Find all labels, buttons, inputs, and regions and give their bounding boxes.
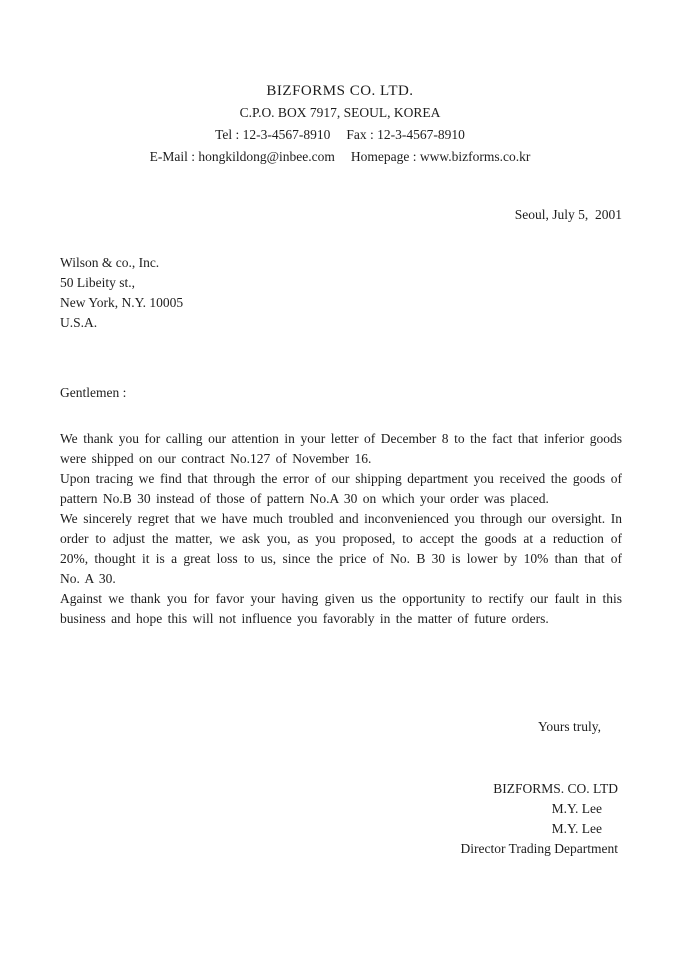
tel-fax-line [0, 124, 680, 146]
tel-number: Tel : 12-3-4567-8910 [215, 127, 331, 142]
recipient-line: 50 Libeity st., [60, 275, 135, 290]
signature-title: Director Trading Department [460, 841, 618, 856]
email-address: E-Mail : hongkildong@inbee.com [149, 149, 335, 164]
signature-block [0, 779, 680, 859]
company-name: BIZFORMS CO. LTD. [266, 83, 414, 99]
signature-company: BIZFORMS. CO. LTD [493, 781, 618, 796]
recipient-line: New York, N.Y. 10005 [60, 295, 184, 310]
homepage-url: Homepage : www.bizforms.co.kr [350, 149, 531, 164]
date-line: Seoul, July 5, 2001 [514, 207, 622, 222]
body-paragraph: We sincerely regret that we have much troubled and inconvenienced you through our oversight. In order to adjust the matter, we ask you, as you proposed, to accept the goods at a reduction of 20%, thought it is a great loss to us, since the price of No. B 30 is lower by 10% than that of No. A 30. [60, 511, 622, 586]
fax-number: Fax : 12-3-4567-8910 [346, 127, 465, 142]
letter-body [0, 429, 680, 629]
body-paragraph: Against we thank you for favor your having given us the opportunity to rectify our fault in this business and hope this will not influence you favorably in the matter of future orders. [60, 591, 622, 626]
salutation: Gentlemen : [60, 385, 127, 400]
signature-name: M.Y. Lee [551, 801, 602, 816]
company-address: C.P.O. BOX 7917, SEOUL, KOREA [239, 105, 441, 120]
body-paragraph: Upon tracing we find that through the error of our shipping department you received the goods of pattern No.B 30 instead of those of pattern No.A 30 on which your order was placed. [60, 471, 622, 506]
recipient-address [0, 253, 680, 333]
recipient-line: U.S.A. [60, 315, 98, 330]
email-homepage-line [0, 146, 680, 168]
letterhead [0, 0, 680, 168]
recipient-line: Wilson & co., Inc. [60, 255, 160, 270]
signature-name: M.Y. Lee [551, 821, 602, 836]
body-paragraph: We thank you for calling our attention in your letter of December 8 to the fact that inferior goods were shipped on our contract No.127 of November 16. [60, 431, 622, 466]
closing-phrase: Yours truly, [537, 719, 601, 734]
